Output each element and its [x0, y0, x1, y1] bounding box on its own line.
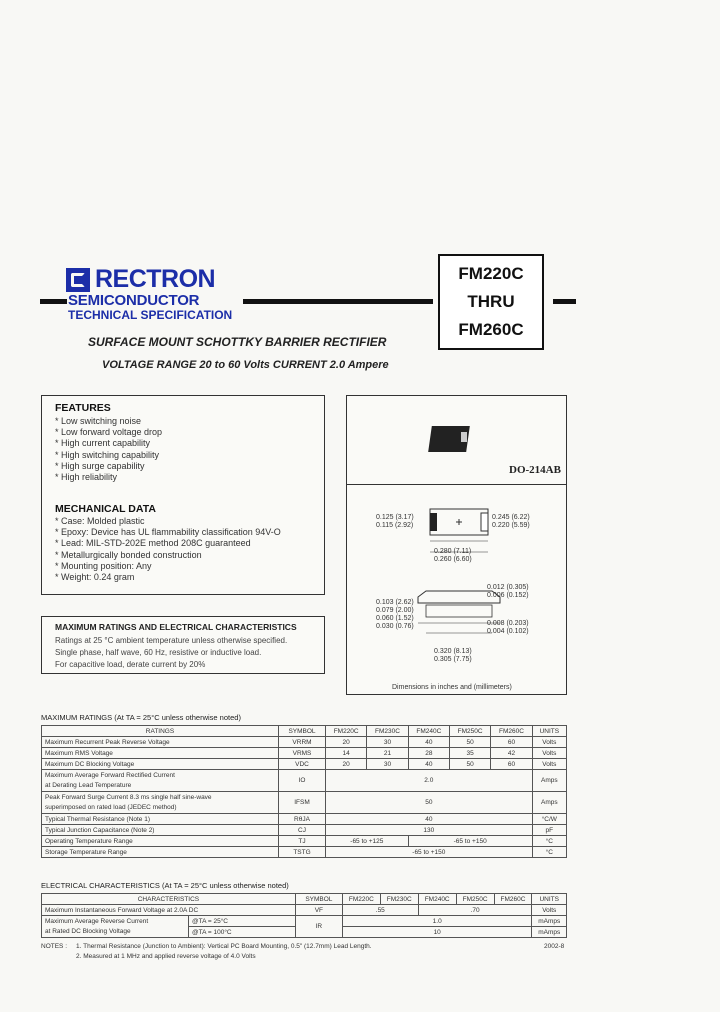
max-box-line: Single phase, half wave, 60 Hz, resistive or inductive load. — [55, 648, 262, 657]
feature-item: * High surge capability — [55, 460, 145, 471]
header-rule-left — [40, 299, 67, 304]
dim-side-3: 0.008 (0.203) 0.004 (0.102) — [487, 620, 529, 635]
feature-item: * Low switching noise — [55, 416, 142, 426]
dims-note: Dimensions in inches and (millimeters) — [392, 684, 512, 691]
brand-name: RECTRON — [95, 265, 216, 293]
product-title: SURFACE MOUNT SCHOTTKY BARRIER RECTIFIER — [88, 335, 387, 349]
features-panel — [41, 395, 325, 595]
table-row: Maximum Average Forward Rectified Current at Derating Lead Temperature IO 2.0 Amps — [42, 770, 567, 792]
elec-title: ELECTRICAL CHARACTERISTICS (At TA = 25°C unless otherwise noted) — [41, 881, 289, 890]
table-row: Maximum RMS Voltage VRMS 14 21 28 35 42 Volts — [42, 748, 567, 759]
part-number-box — [438, 254, 544, 350]
feature-item: * High reliability — [55, 472, 118, 483]
table-row: Maximum Average Reverse Current at Rated DC Blocking Voltage @TA = 25°C IR 1.0 mAmps — [42, 916, 567, 927]
mech-item: * Epoxy: Device has UL flammability classification 94V-O — [55, 527, 281, 538]
mech-item: * Case: Molded plastic — [55, 516, 145, 526]
max-ratings-table — [41, 725, 567, 858]
max-box-heading: MAXIMUM RATINGS AND ELECTRICAL CHARACTERISTICS — [55, 622, 297, 632]
max-box-line: For capacitive load, derate current by 20% — [55, 660, 206, 669]
mechanical-heading: MECHANICAL DATA — [55, 503, 156, 515]
table-header-row: CHARACTERISTICS SYMBOL FM220C FM230C FM240C FM250C FM260C UNITS — [42, 894, 567, 905]
notes-prefix: NOTES : — [41, 943, 68, 950]
chip-lead-icon — [461, 432, 467, 442]
table-row: Peak Forward Surge Current 8.3 ms single half sine-wave superimposed on rated load (JEDEC method) IFSM 50 Amps — [42, 792, 567, 814]
table-row: Maximum Recurrent Peak Reverse Voltage VRRM 20 30 40 50 60 Volts — [42, 737, 567, 748]
table-row: Storage Temperature Range TSTG -65 to +150 °C — [42, 847, 567, 858]
part-top: FM220C — [458, 264, 524, 283]
mech-item: * Metallurgically bonded construction — [55, 549, 202, 560]
max-ratings-box — [41, 616, 325, 674]
tech-spec-label: TECHNICAL SPECIFICATION — [68, 308, 233, 322]
table-row: @TA = 100°C 10 mAmps — [42, 927, 567, 938]
package-name: DO-214AB — [509, 464, 561, 476]
note-1: 1. Thermal Resistance (Junction to Ambient): Vertical PC Board Mounting, 0.5" (12.7mm) Lead Length. — [76, 943, 372, 950]
mech-item: * Mounting position: Any — [55, 560, 152, 571]
part-thru: THRU — [467, 292, 515, 311]
table-row: Operating Temperature Range TJ -65 to +125 -65 to +150 °C — [42, 836, 567, 847]
dim-side-1: 0.012 (0.305) 0.006 (0.152) — [487, 584, 529, 599]
mechanical-list — [55, 516, 281, 583]
max-box-line: Ratings at 25 °C ambient temperature unless otherwise specified. — [55, 636, 288, 645]
dim-side-2: 0.103 (2.62) 0.079 (2.00) 0.060 (1.52) 0.030 (0.76) — [376, 599, 414, 630]
elec-table — [41, 893, 567, 938]
table-row: Maximum DC Blocking Voltage VDC 20 30 40 50 60 Volts — [42, 759, 567, 770]
max-ratings-title: MAXIMUM RATINGS (At TA = 25°C unless otherwise noted) — [41, 713, 241, 722]
table-header-row: RATINGS SYMBOL FM220C FM230C FM240C FM250C FM260C UNITS — [42, 726, 567, 737]
brand-semiconductor: SEMICONDUCTOR — [68, 292, 200, 309]
rectron-logo-icon — [66, 268, 90, 292]
features-list — [55, 416, 162, 483]
table-row: Typical Thermal Resistance (Note 1) RθJA 40 °C/W — [42, 814, 567, 825]
features-heading: FEATURES — [55, 402, 111, 414]
doc-code: 2002-8 — [544, 943, 565, 950]
mech-item: * Lead: MIL-STD-202E method 208C guaranteed — [55, 538, 251, 549]
feature-item: * Low forward voltage drop — [55, 427, 163, 438]
note-2: 2. Measured at 1 MHz and applied reverse voltage of 4.0 Volts — [76, 953, 256, 960]
max-box-notes — [55, 635, 287, 671]
dim-top-2: 0.245 (6.22) 0.220 (5.59) — [492, 514, 530, 529]
header-rule-right — [553, 299, 576, 304]
feature-item: * High current capability — [55, 438, 151, 449]
feature-item: * High switching capability — [55, 449, 160, 460]
mech-item: * Weight: 0.24 gram — [55, 572, 135, 583]
header-rule-mid — [243, 299, 433, 304]
dim-side-4: 0.320 (8.13) 0.305 (7.75) — [434, 648, 472, 663]
table-row: Maximum Instantaneous Forward Voltage at 2.0A DC VF .55 .70 Volts — [42, 905, 567, 916]
voltage-range: VOLTAGE RANGE 20 to 60 Volts CURRENT 2.0 Ampere — [102, 359, 389, 371]
table-row: Typical Junction Capacitance (Note 2) CJ 130 pF — [42, 825, 567, 836]
dim-top-1: 0.125 (3.17) 0.115 (2.92) — [376, 514, 414, 529]
dim-top-3: 0.280 (7.11) 0.260 (6.60) — [434, 548, 472, 563]
part-bottom: FM260C — [458, 320, 524, 339]
